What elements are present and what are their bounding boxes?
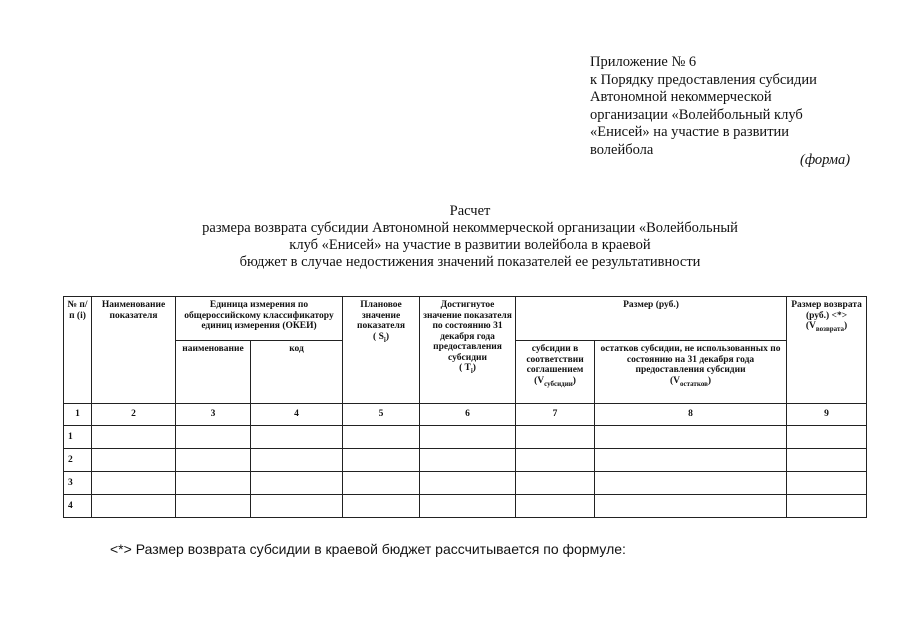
table-cell: [516, 449, 595, 472]
table-cell: [176, 495, 251, 518]
header-planned-label: Плановое значение показателя: [357, 300, 405, 331]
header-achieved-symbol: ( $T_i$): [459, 363, 476, 375]
header-refund-label: Размер возврата (руб.) <*>: [791, 300, 862, 321]
table-cell: [516, 495, 595, 518]
table-cell: [251, 472, 343, 495]
header-planned: [343, 297, 420, 404]
row-index: 1: [64, 426, 92, 449]
table-cell: [516, 426, 595, 449]
form-label: (форма): [800, 152, 851, 168]
column-number: 2: [92, 404, 176, 426]
table-cell: [420, 472, 516, 495]
appendix-line: «Енисей» на участие в развитии: [590, 124, 790, 140]
column-number: 8: [595, 404, 787, 426]
column-number: 4: [251, 404, 343, 426]
table-cell: [595, 495, 787, 518]
header-refund: [787, 297, 867, 404]
table-cell: [343, 472, 420, 495]
header-achieved: [420, 297, 516, 404]
appendix-line: Приложение № 6: [590, 54, 697, 70]
row-index: 3: [64, 472, 92, 495]
table-cell: [92, 449, 176, 472]
title-line: размера возврата субсидии Автономной некоммерческой организации «Волейбольный: [202, 220, 738, 236]
appendix-line: Автономной некоммерческой: [590, 89, 772, 105]
header-subsidy-label: субсидии в соответствии соглашением: [526, 344, 584, 375]
table-cell: [420, 495, 516, 518]
header-unit-group: Единица измерения по общероссийскому классификатору единиц измерения (ОКЕИ): [176, 297, 343, 341]
header-remaining-symbol: $(V_{остатков})$: [669, 375, 712, 388]
column-number: 1: [64, 404, 92, 426]
footnote: <*> Размер возврата субсидии в краевой бюджет рассчитывается по формуле:: [110, 541, 626, 557]
table-cell: [92, 472, 176, 495]
table-cell: [92, 426, 176, 449]
column-number: 5: [343, 404, 420, 426]
column-number: 9: [787, 404, 867, 426]
table-cell: [343, 449, 420, 472]
header-indicator-name: Наименование показателя: [92, 297, 176, 404]
table-cell: [420, 449, 516, 472]
row-index: 4: [64, 495, 92, 518]
header-remaining: [595, 341, 787, 404]
table-cell: [251, 426, 343, 449]
appendix-line: к Порядку предоставления субсидии: [590, 71, 817, 88]
table-row: [64, 495, 867, 518]
title-line: бюджет в случае недостижения значений показателей ее результативности: [239, 254, 701, 270]
header-subsidy-symbol: $(V_{субсидии})$: [534, 375, 576, 388]
header-remaining-label: остатков субсидии, не использованных по состоянию на 31 декабря года предоставления субсидии: [600, 344, 781, 375]
table-row: [64, 472, 867, 495]
table-cell: [595, 426, 787, 449]
title-line: Расчет: [449, 203, 491, 219]
table-cell: [595, 472, 787, 495]
column-number: 7: [516, 404, 595, 426]
appendix-line: волейбола: [590, 141, 654, 158]
refund-calculation-table: [63, 296, 867, 518]
table-cell: [251, 495, 343, 518]
table-cell: [787, 495, 867, 518]
table-cell: [787, 426, 867, 449]
appendix-block: [590, 54, 880, 159]
title-line: клуб «Енисей» на участие в развитии волейбола в краевой: [289, 237, 651, 253]
header-subsidy-agreement: [516, 341, 595, 404]
table-cell: [251, 449, 343, 472]
table-cell: [787, 449, 867, 472]
table-cell: [176, 426, 251, 449]
table-cell: [343, 426, 420, 449]
table-cell: [787, 472, 867, 495]
header-unit-name: наименование: [176, 341, 251, 404]
table-cell: [176, 472, 251, 495]
table-cell: [343, 495, 420, 518]
appendix-line: организации «Волейбольный клуб: [590, 106, 803, 123]
table-cell: [516, 472, 595, 495]
column-number: 3: [176, 404, 251, 426]
document-title: [150, 203, 790, 271]
header-planned-symbol: ( $S_i$): [373, 331, 389, 344]
header-refund-symbol: $(V_{возврата})$: [805, 321, 848, 333]
header-achieved-label: Достигнутое значение показателя по состоянию 31 декабря года предоставления субсидии: [423, 300, 512, 363]
row-index: 2: [64, 449, 92, 472]
header-unit-code: код: [251, 341, 343, 404]
column-number: 6: [420, 404, 516, 426]
table-row: [64, 426, 867, 449]
table-cell: [92, 495, 176, 518]
table-row: [64, 449, 867, 472]
header-amount-group: Размер (руб.): [516, 297, 787, 341]
header-num: № п/п (i): [64, 297, 92, 404]
table-cell: [595, 449, 787, 472]
table-cell: [420, 426, 516, 449]
table-cell: [176, 449, 251, 472]
